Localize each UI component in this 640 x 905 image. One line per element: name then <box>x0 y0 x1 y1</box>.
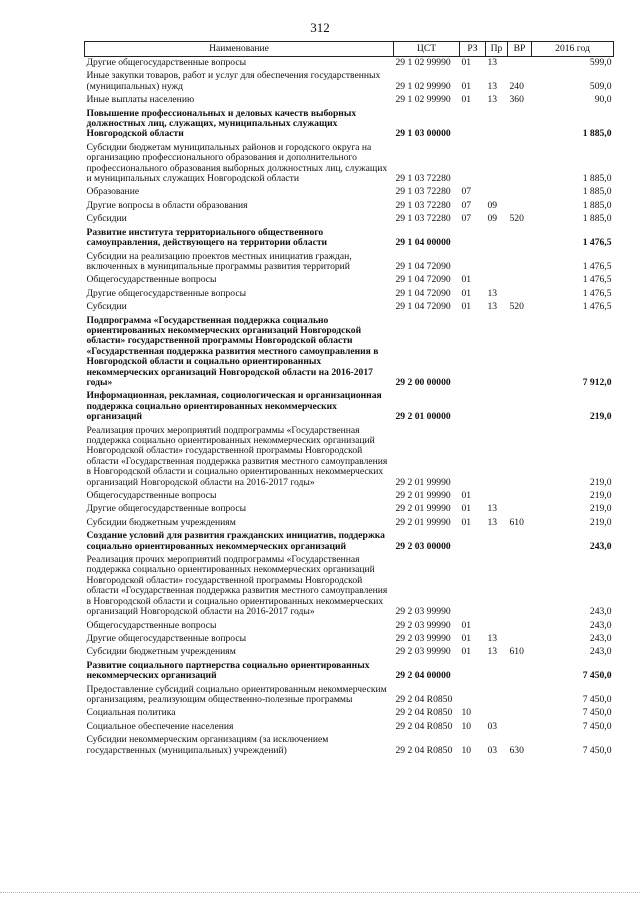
row-vr <box>508 288 532 301</box>
row-rz <box>460 142 486 187</box>
table-row <box>85 554 614 619</box>
row-amount: 1 476,5 <box>582 287 612 299</box>
row-rz: 01 <box>461 274 472 286</box>
row-name: Субсидии бюджетным учреждениям <box>86 646 236 658</box>
row-cst: 29 2 03 00000 <box>395 540 451 552</box>
row-name: Реализация прочих мероприятий подпрограммы «Государственная поддержка социально ориентированных некоммерческих организаций Новгородской области» государственной программы Новгородской области «Государственная поддержка развития местного самоуправления в Новгородской области и социально ориентированных некоммерческих организаций Новгородской области на 2016-2017 годы» <box>86 554 388 618</box>
row-vr <box>508 390 532 424</box>
row-cst: 29 1 04 72090 <box>395 274 451 286</box>
row-amount: 1 885,0 <box>582 186 612 198</box>
row-pr <box>486 554 508 619</box>
row-rz <box>460 251 486 275</box>
row-rz: 01 <box>461 516 472 528</box>
table-row <box>85 633 614 646</box>
row-pr <box>486 660 508 684</box>
page-bottom-edge <box>0 891 640 893</box>
row-amount: 7 450,0 <box>582 707 612 719</box>
table-row <box>85 734 614 758</box>
row-cst: 29 2 01 99990 <box>395 516 451 528</box>
row-cst: 29 2 01 99990 <box>395 503 451 515</box>
table-row-section <box>85 108 614 142</box>
row-cst: 29 2 03 99990 <box>395 619 451 631</box>
row-vr <box>508 660 532 684</box>
row-vr <box>508 620 532 633</box>
table-row <box>85 721 614 734</box>
row-vr <box>508 490 532 503</box>
row-name: Субсидии бюджетным учреждениям <box>86 516 236 528</box>
row-amount: 219,0 <box>589 411 612 423</box>
table-row <box>85 200 614 213</box>
row-amount: 219,0 <box>589 476 612 488</box>
page-number: 312 <box>310 20 330 35</box>
row-pr: 09 <box>487 199 498 211</box>
row-vr <box>508 251 532 275</box>
row-rz: 01 <box>461 94 472 106</box>
row-name: Реализация прочих мероприятий подпрограммы «Государственная поддержка социально ориентированных некоммерческих организаций Новгородской области» государственной программы Новгородской области «Государственная поддержка развития местного самоуправления в Новгородской области и социально ориентированных некоммерческих организаций Новгородской области на 2016-2017 годы» <box>86 424 388 488</box>
table-row <box>85 490 614 503</box>
row-name: Социальная политика <box>86 707 176 719</box>
table-row-section <box>85 660 614 684</box>
table-row <box>85 707 614 720</box>
row-amount: 7 450,0 <box>582 670 612 682</box>
row-amount: 219,0 <box>589 490 612 502</box>
row-cst: 29 1 03 72280 <box>395 173 451 185</box>
row-vr: 610 <box>509 516 524 528</box>
row-pr <box>486 530 508 554</box>
table-row <box>85 70 614 94</box>
row-cst: 29 1 04 00000 <box>395 237 451 249</box>
row-rz: 01 <box>461 619 472 631</box>
row-name: Иные выплаты населению <box>86 94 195 106</box>
row-rz: 10 <box>461 720 472 732</box>
row-vr <box>508 707 532 720</box>
budget-table <box>84 41 614 758</box>
row-vr <box>508 227 532 251</box>
row-cst: 29 2 01 99990 <box>395 490 451 502</box>
row-cst: 29 1 04 72090 <box>395 260 451 272</box>
row-cst: 29 2 03 99990 <box>395 606 451 618</box>
row-name: Субсидии бюджетам муниципальных районов и городского округа на организацию профессионального образования и дополнительного профессионального образования выборных должностных лиц, служащих и муниципальных служащих Новгородской области <box>86 141 388 185</box>
row-vr: 610 <box>509 646 524 658</box>
row-rz <box>460 390 486 424</box>
row-name: Образование <box>86 186 140 198</box>
row-rz: 01 <box>461 301 472 313</box>
table-row <box>85 274 614 287</box>
row-cst: 29 2 04 00000 <box>395 670 451 682</box>
row-amount: 219,0 <box>589 503 612 515</box>
row-vr <box>508 315 532 391</box>
row-vr: 520 <box>509 213 524 225</box>
row-amount: 509,0 <box>589 80 612 92</box>
column-header-2016: 2016 год <box>532 42 614 57</box>
table-header <box>85 42 614 57</box>
row-amount: 243,0 <box>589 646 612 658</box>
row-cst: 29 2 01 99990 <box>395 476 451 488</box>
row-cst: 29 1 04 72090 <box>395 301 451 313</box>
row-amount: 599,0 <box>589 57 612 68</box>
row-name: Предоставление субсидий социально ориентированным некоммерческим организациям, реализующим общественно-полезные программы <box>86 683 387 705</box>
column-header-vr: ВР <box>508 42 532 57</box>
row-rz: 01 <box>461 632 472 644</box>
row-vr <box>508 503 532 516</box>
row-rz: 07 <box>461 199 472 211</box>
table-row <box>85 301 614 314</box>
row-pr: 13 <box>487 287 498 299</box>
row-name: Другие общегосударственные вопросы <box>86 503 247 515</box>
row-amount: 1 885,0 <box>582 173 612 185</box>
row-name: Другие общегосударственные вопросы <box>86 632 247 644</box>
row-amount: 1 885,0 <box>582 128 612 140</box>
row-pr: 03 <box>487 744 498 756</box>
row-pr <box>486 186 508 199</box>
row-name: Развитие социального партнерства социально ориентированных некоммерческих организаций <box>86 659 370 682</box>
row-name: Иные закупки товаров, работ и услуг для обеспечения государственных (муниципальных) нужд <box>86 70 381 92</box>
table-row <box>85 684 614 708</box>
row-pr: 13 <box>487 503 498 515</box>
row-pr <box>486 315 508 391</box>
row-vr <box>508 684 532 708</box>
row-pr: 13 <box>487 80 498 92</box>
table-row <box>85 186 614 199</box>
table-row <box>85 142 614 187</box>
row-vr <box>508 425 532 490</box>
row-name: Другие общегосударственные вопросы <box>86 287 247 299</box>
row-amount: 7 912,0 <box>582 376 612 388</box>
row-vr <box>508 186 532 199</box>
row-cst: 29 2 00 00000 <box>395 376 451 388</box>
row-rz <box>460 425 486 490</box>
column-header-cst: ЦСТ <box>394 42 460 57</box>
row-rz: 01 <box>461 503 472 515</box>
row-name: Субсидии <box>86 213 127 225</box>
row-pr: 13 <box>487 94 498 106</box>
row-vr <box>508 721 532 734</box>
row-amount: 1 885,0 <box>582 213 612 225</box>
row-rz: 01 <box>461 490 472 502</box>
row-vr <box>508 633 532 646</box>
row-pr <box>486 425 508 490</box>
row-rz <box>460 108 486 142</box>
table-row <box>85 646 614 659</box>
row-name: Другие общегосударственные вопросы <box>86 57 247 68</box>
row-amount: 243,0 <box>589 540 612 552</box>
row-name: Подпрограмма «Государственная поддержка социально ориентированных некоммерческих организаций Новгородской области» государственной программы Новгородской области «Государственная поддержка развития местного самоуправления в Новгородской области и социально ориентированных некоммерческих организаций Новгородской области на 2016-2017 годы» <box>86 314 379 388</box>
column-header-rz: РЗ <box>460 42 486 57</box>
row-name: Субсидии на реализацию проектов местных инициатив граждан, включенных в муниципальные программы развития территорий <box>86 250 352 272</box>
row-cst: 29 2 01 00000 <box>395 411 451 423</box>
column-header-pr: Пр <box>486 42 508 57</box>
row-pr <box>486 108 508 142</box>
row-cst: 29 1 02 99990 <box>395 94 451 106</box>
row-rz <box>460 315 486 391</box>
row-pr <box>486 684 508 708</box>
row-vr <box>508 530 532 554</box>
row-pr: 09 <box>487 213 498 225</box>
row-pr <box>486 390 508 424</box>
row-cst: 29 1 02 99990 <box>395 80 451 92</box>
row-rz <box>460 554 486 619</box>
row-vr: 360 <box>509 94 524 106</box>
row-pr <box>486 227 508 251</box>
row-name: Повышение профессиональных и деловых качеств выборных должностных лиц, служащих, муниципальных служащих Новгородской области <box>86 107 357 140</box>
row-rz: 10 <box>461 744 472 756</box>
row-vr: 240 <box>509 80 524 92</box>
row-amount: 90,0 <box>594 94 612 106</box>
row-pr: 03 <box>487 720 498 732</box>
row-rz: 01 <box>461 646 472 658</box>
row-rz <box>460 660 486 684</box>
row-rz: 01 <box>461 57 472 68</box>
row-cst: 29 2 04 R0850 <box>395 707 453 719</box>
column-header-name: Наименование <box>85 42 394 57</box>
row-name: Информационная, рекламная, социологическая и организационная поддержка социально ориентированных некоммерческих организаций <box>86 390 382 423</box>
row-name: Субсидии <box>86 301 127 313</box>
row-amount: 7 450,0 <box>582 720 612 732</box>
row-amount: 1 476,5 <box>582 301 612 313</box>
row-cst: 29 2 04 R0850 <box>395 744 453 756</box>
row-rz <box>460 227 486 251</box>
row-cst: 29 1 03 72280 <box>395 199 451 211</box>
row-amount: 1 476,5 <box>582 237 612 249</box>
row-cst: 29 1 03 72280 <box>395 213 451 225</box>
row-cst: 29 1 04 72090 <box>395 287 451 299</box>
row-vr: 630 <box>509 744 524 756</box>
row-name: Создание условий для развития гражданских инициатив, поддержка социально ориентированных некоммерческих организаций <box>86 530 385 552</box>
table-row <box>85 213 614 226</box>
row-cst: 29 2 03 99990 <box>395 646 451 658</box>
row-pr: 13 <box>487 516 498 528</box>
table-row-section <box>85 390 614 424</box>
row-name: Общегосударственные вопросы <box>86 274 217 286</box>
table-row <box>85 503 614 516</box>
row-amount: 219,0 <box>589 516 612 528</box>
row-pr: 13 <box>487 301 498 313</box>
row-pr <box>486 490 508 503</box>
row-vr <box>508 274 532 287</box>
row-rz: 01 <box>461 287 472 299</box>
row-vr <box>508 554 532 619</box>
row-vr <box>508 57 532 71</box>
row-name: Субсидии некоммерческим организациям (за исключением государственных (муниципальных) учреждений) <box>86 734 329 756</box>
row-amount: 1 476,5 <box>582 260 612 272</box>
table-row-section <box>85 227 614 251</box>
table-body <box>85 57 614 758</box>
row-cst: 29 2 03 99990 <box>395 632 451 644</box>
table-row <box>85 251 614 275</box>
row-rz: 01 <box>461 80 472 92</box>
row-pr <box>486 274 508 287</box>
row-rz <box>460 530 486 554</box>
table-row-section <box>85 530 614 554</box>
row-vr: 520 <box>509 301 524 313</box>
row-amount: 243,0 <box>589 619 612 631</box>
row-pr: 13 <box>487 646 498 658</box>
row-vr <box>508 142 532 187</box>
row-cst: 29 1 03 72280 <box>395 186 451 198</box>
row-amount: 1 476,5 <box>582 274 612 286</box>
row-vr <box>508 200 532 213</box>
row-rz: 07 <box>461 186 472 198</box>
row-name: Общегосударственные вопросы <box>86 619 217 631</box>
table-row <box>85 57 614 71</box>
table-row <box>85 94 614 107</box>
row-name: Другие вопросы в области образования <box>86 199 248 211</box>
row-amount: 7 450,0 <box>582 693 612 705</box>
table-row <box>85 517 614 530</box>
table-row <box>85 425 614 490</box>
row-rz <box>460 684 486 708</box>
row-name: Общегосударственные вопросы <box>86 490 217 502</box>
table-row <box>85 288 614 301</box>
row-pr: 13 <box>487 57 498 68</box>
table-row-section <box>85 315 614 391</box>
row-cst: 29 2 04 R0850 <box>395 693 453 705</box>
row-pr <box>486 251 508 275</box>
row-cst: 29 1 03 00000 <box>395 128 451 140</box>
row-amount: 1 885,0 <box>582 199 612 211</box>
row-pr <box>486 707 508 720</box>
row-pr <box>486 142 508 187</box>
row-vr <box>508 108 532 142</box>
row-cst: 29 1 02 99990 <box>395 57 451 68</box>
row-amount: 243,0 <box>589 606 612 618</box>
row-amount: 243,0 <box>589 632 612 644</box>
row-rz: 07 <box>461 213 472 225</box>
row-name: Развитие института территориального общественного самоуправления, действующего на территории области <box>86 226 328 249</box>
row-name: Социальное обеспечение населения <box>86 720 234 732</box>
row-pr: 13 <box>487 632 498 644</box>
row-rz: 10 <box>461 707 472 719</box>
table-row <box>85 620 614 633</box>
row-pr <box>486 620 508 633</box>
row-cst: 29 2 04 R0850 <box>395 720 453 732</box>
row-amount: 7 450,0 <box>582 744 612 756</box>
